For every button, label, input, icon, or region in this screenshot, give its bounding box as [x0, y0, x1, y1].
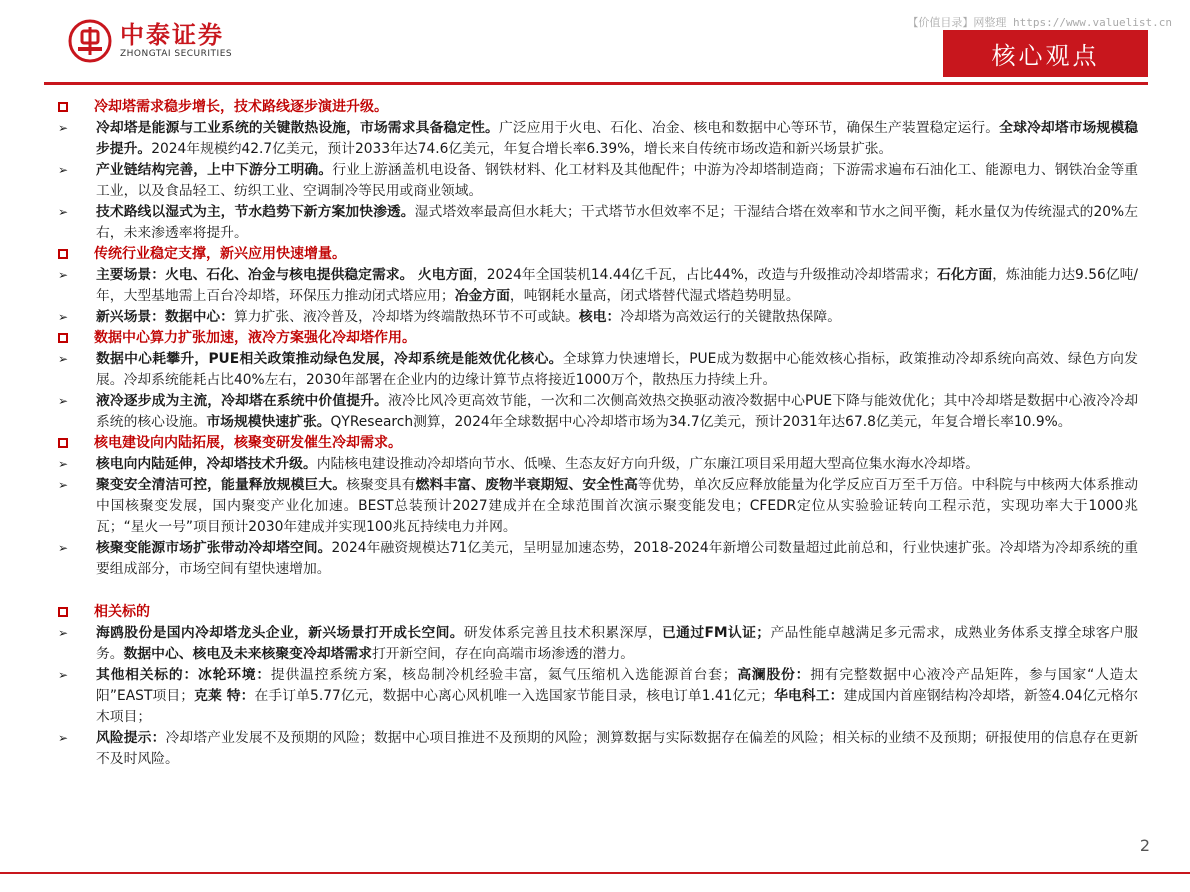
arrow-bullet-icon: ➢ [58, 121, 69, 135]
bold-run: 其他相关标的：冰轮环境： [96, 667, 271, 683]
page-header [0, 0, 1190, 86]
bold-run: 主要场景：火电、石化、冶金与核电提供稳定需求。 [96, 267, 414, 283]
bullet-text [96, 623, 1138, 665]
bold-run: 市场规模快速扩张。 [206, 414, 331, 430]
bold-run: 克莱 特： [194, 688, 255, 704]
bold-run: 石化方面 [937, 267, 993, 283]
text-run: 冷却塔产业发展不及预期的风险；数据中心项目推进不及预期的风险；测算数据与实际数据存在偏差的风险；相关标的业绩不及预期；研报使用的信息存在更新不及时风险。 [96, 730, 1139, 767]
header-divider [44, 82, 1148, 85]
bullet-text [96, 538, 1138, 580]
bullet-item [58, 623, 1138, 665]
arrow-bullet-icon: ➢ [58, 310, 69, 324]
bold-run: 冷却塔是能源与工业系统的关键散热设施，市场需求具备稳定性。 [96, 120, 499, 136]
text-run: 冷却塔为高效运行的关键散热保障。 [620, 309, 842, 325]
section-heading [58, 433, 1138, 454]
bold-run: 风险提示： [96, 730, 166, 746]
bullet-item [58, 475, 1138, 538]
arrow-bullet-icon: ➢ [58, 352, 69, 366]
brand-name-cn: 中泰证券 [120, 21, 224, 49]
bullet-item [58, 538, 1138, 580]
square-bullet-icon [58, 438, 68, 448]
text-run: 湿式塔效率最高但水耗大；干式塔节水但效率不足；干湿结合塔在效率和节水之间平衡，耗水量仅为传统湿式的20%左右，未来渗透率将提升。 [96, 204, 1138, 241]
bullet-item [58, 454, 1138, 475]
bullet-text [96, 160, 1138, 202]
bullet-item [58, 728, 1138, 770]
bullet-item [58, 118, 1138, 160]
bold-run: 高澜股份： [736, 667, 811, 683]
page-title: 核心观点 [943, 30, 1148, 77]
text-run: 2024年融资规模达71亿美元，呈明显加速态势，2018-2024年新增公司数量超过此前总和，行业快速扩张。冷却塔为冷却系统的重要组成部分，市场空间有望快速增加。 [96, 540, 1139, 577]
bullet-text [96, 202, 1138, 244]
text-run: 打开新空间，存在向高端市场渗透的潜力。 [371, 646, 635, 662]
bold-run: 核电向内陆延伸，冷却塔技术升级。 [96, 456, 317, 472]
bullet-text [96, 454, 1138, 475]
bullet-item [58, 665, 1138, 728]
section-heading [58, 328, 1138, 349]
arrow-bullet-icon: ➢ [58, 668, 69, 682]
main-content [58, 97, 1138, 770]
section-heading-text: 数据中心算力扩张加速，液冷方案强化冷却塔作用。 [94, 330, 416, 346]
square-bullet-icon [58, 333, 68, 343]
text-run: 内陆核电建设推动冷却塔向节水、低噪、生态友好方向升级，广东廉江项目采用超大型高位集水海水冷却塔。 [316, 456, 979, 472]
section-heading-text: 冷却塔需求稳步增长，技术路线逐步演进升级。 [94, 99, 388, 115]
text-run: 建成国内首座钢结构冷却塔，新签4.04亿元格尔木项目； [96, 688, 1139, 725]
bold-run: 华电科工： [774, 688, 844, 704]
text-run: 在手订单5.77亿元，数据中心离心风机唯一入选国家节能目录，核电订单1.41亿元； [254, 688, 775, 704]
arrow-bullet-icon: ➢ [58, 731, 69, 745]
bold-run: 燃料丰富、废物半衰期短、安全性高 [415, 477, 638, 493]
page-number: 2 [1139, 836, 1150, 855]
arrow-bullet-icon: ➢ [58, 478, 69, 492]
bold-run: 液冷逐步成为主流，冷却塔在系统中价值提升。 [96, 393, 388, 409]
text-run: ，炼油能力达9.56亿吨/年，大型基地需上百台冷却塔，环保压力推动闭式塔应用； [96, 267, 1139, 304]
footer-divider [0, 872, 1190, 874]
bullet-text [96, 265, 1138, 307]
bullet-text [96, 728, 1138, 770]
text-run: 产品性能卓越满足多元需求，成熟业务体系支撑全球客户服务。 [96, 625, 1139, 662]
company-logo [68, 18, 232, 64]
text-run: 提供温控系统方案，核岛制冷机经验丰富，氦气压缩机入选能源首台套； [270, 667, 737, 683]
section-heading-text: 相关标的 [94, 604, 150, 620]
bullet-item [58, 349, 1138, 391]
bold-run: 技术路线以湿式为主，节水趋势下新方案加快渗透。 [96, 204, 415, 220]
text-run: 等优势，单次反应释放能量为化学反应百万至千万倍。中科院与中核两大体系推动中国核聚变发展，国内聚变产业化加速。BEST总装预计2027建成并在全球范围首次演示聚变能发电；CFEDR定位从实验验证转向工程示范，实现功率大于1000兆瓦；“星火一号”项目预计2030年建成并实现100兆瓦持续电力并网。 [96, 477, 1139, 535]
section-heading [58, 97, 1138, 118]
arrow-bullet-icon: ➢ [58, 457, 69, 471]
brand-name-en: ZHONGTAI SECURITIES [120, 49, 233, 59]
bullet-text [96, 307, 1138, 328]
logo-mark-icon [68, 19, 112, 63]
bullet-text [96, 118, 1138, 160]
square-bullet-icon [58, 607, 68, 617]
bold-run: 火电方面 [417, 267, 473, 283]
bold-run: 海鸥股份是国内冷却塔龙头企业，新兴场景打开成长空间。 [96, 625, 464, 641]
text-run: 核聚变具有 [346, 477, 416, 493]
bullet-item [58, 307, 1138, 328]
bullet-text [96, 391, 1138, 433]
text-run: 液冷比风冷更高效节能，一次和二次侧高效热交换驱动液冷数据中心PUE下降与能效优化；其中冷却塔是数据中心液冷冷却系统的核心设施。 [96, 393, 1138, 430]
bold-run: 新兴场景：数据中心： [96, 309, 234, 325]
section-heading-text: 传统行业稳定支撑，新兴应用快速增量。 [94, 246, 346, 262]
bullet-text [96, 475, 1138, 538]
section-heading [58, 602, 1138, 623]
bold-run: 冶金方面 [454, 288, 510, 304]
text-run: 行业上游涵盖机电设备、钢铁材料、化工材料及其他配件；中游为冷却塔制造商；下游需求遍布石油化工、能源电力、钢铁冶金等重工业，以及食品轻工、纺织工业、空调制冷等民用或商业领域。 [96, 162, 1139, 199]
text-run: 拥有完整数据中心液冷产品矩阵，参与国家“人造太阳”EAST项目； [96, 667, 1139, 704]
square-bullet-icon [58, 249, 68, 259]
bullet-item [58, 391, 1138, 433]
arrow-bullet-icon: ➢ [58, 268, 69, 282]
text-run: QYResearch测算，2024年全球数据中心冷却塔市场为34.7亿美元，预计2031年达67.8亿美元，年复合增长率10.9%。 [330, 414, 1072, 430]
text-run: 算力扩张、液冷普及，冷却塔为终端散热环节不可或缺。 [233, 309, 579, 325]
bullet-item [58, 265, 1138, 307]
arrow-bullet-icon: ➢ [58, 205, 69, 219]
section-heading-text: 核电建设向内陆拓展，核聚变研发催生冷却需求。 [94, 435, 402, 451]
arrow-bullet-icon: ➢ [58, 394, 69, 408]
arrow-bullet-icon: ➢ [58, 626, 69, 640]
bold-run: 聚变安全清洁可控，能量释放规模巨大。 [96, 477, 347, 493]
bold-run: 已通过FM认证； [662, 625, 771, 641]
bold-run: 数据中心、核电及未来核聚变冷却塔需求 [123, 646, 372, 662]
text-run: 研发体系完善且技术积累深厚， [463, 625, 663, 641]
text-run: ，2024年全国装机14.44亿千瓦，占比44%，改造与升级推动冷却塔需求； [472, 267, 938, 283]
square-bullet-icon [58, 102, 68, 112]
arrow-bullet-icon: ➢ [58, 163, 69, 177]
section-heading [58, 244, 1138, 265]
bullet-text [96, 349, 1138, 391]
arrow-bullet-icon: ➢ [58, 541, 69, 555]
text-run: 广泛应用于火电、石化、冶金、核电和数据中心等环节，确保生产装置稳定运行。 [498, 120, 1000, 136]
bold-run: 产业链结构完善，上中下游分工明确。 [96, 162, 333, 178]
bullet-item [58, 160, 1138, 202]
text-run: 全球算力快速增长，PUE成为数据中心能效核心指标，政策推动冷却系统向高效、绿色方向发展。冷却系统能耗占比40%左右，2030年部署在企业内的边缘计算节点将接近1000万个，散热压力持续上升。 [96, 351, 1138, 388]
bold-run: 数据中心耗攀升，PUE相关政策推动绿色发展，冷却系统是能效优化核心。 [96, 351, 563, 367]
bullet-text [96, 665, 1138, 728]
bold-run: 核电： [578, 309, 621, 325]
text-run: ，吨钢耗水量高，闭式塔替代湿式塔趋势明显。 [509, 288, 800, 304]
text-run: 2024年规模约42.7亿美元，预计2033年达74.6亿美元，年复合增长率6.39%，增长来自传统市场改造和新兴场景扩张。 [151, 141, 893, 157]
bold-run: 全球冷却塔市场规模稳步提升。 [96, 120, 1139, 157]
bold-run: 核聚变能源市场扩张带动冷却塔空间。 [96, 540, 332, 556]
bullet-item [58, 202, 1138, 244]
watermark-text: 【价值目录】网整理 https://www.valuelist.cn [907, 16, 1172, 29]
